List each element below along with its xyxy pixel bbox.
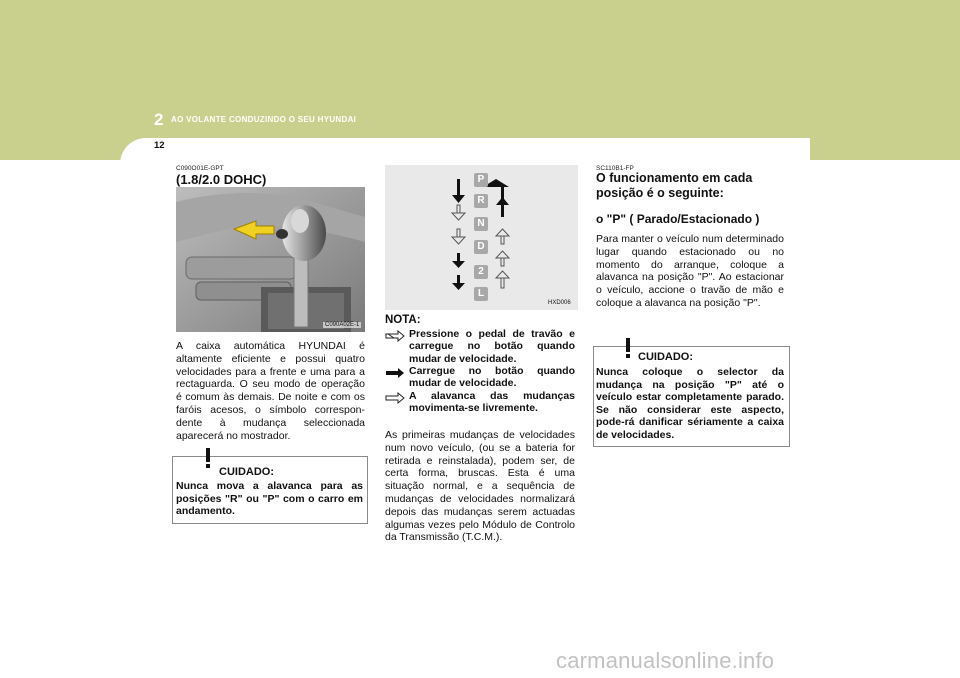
chapter-title: AO VOLANTE CONDUZINDO O SEU HYUNDAI (171, 115, 357, 124)
down-arrow-solid-icon (452, 179, 465, 203)
middle-paragraph: As primeiras mudanças de velocidades num novo veículo, (ou se a bateria for retirada e reinstalada), podem ser, de certa forma, bruscas. Esta é uma situação normal, e a sequência de mudanças de velocidades normalizará depois das mudanças serem actuadas algumas vezes pelo Módulo de Controlo da Transmissão (T.C.M.). (385, 429, 575, 544)
solid-arrow-icon (385, 367, 405, 379)
photo-code: C090A02E-1 (325, 322, 360, 328)
note-item-3: A alavanca das mudanças movimenta-se livremente. (409, 390, 575, 415)
caution-text-left: Nunca mova a alavanca para as posições "R" ou "P" com o carro em andamento. (176, 480, 363, 518)
outline-arrow-icon (385, 392, 405, 404)
gear-lever-photo (176, 187, 365, 332)
park-paragraph: Para manter o veículo num determinado lugar quando estacionado ou no momento do arranque, coloque a alavanca na posição "P". Ao estacionar o veículo, accione o travão de mão e coloque a alavanca na posição "P". (596, 233, 784, 309)
gear-n: N (474, 217, 488, 231)
engine-heading: (1.8/2.0 DOHC) (176, 172, 267, 187)
section-code-left: C090O01E-GPT (176, 165, 224, 172)
diagram-code: HXD006 (548, 300, 571, 306)
chapter-number: 2 (154, 110, 164, 129)
gear-l: L (474, 287, 488, 301)
caution-title-left: CUIDADO: (219, 466, 274, 478)
watermark: carmanualsonline.info (556, 648, 775, 673)
caution-text-right: Nunca coloque o selector da mudança na posição "P" até o veículo estar completamente parado. Se não considerar este aspecto, pode-rá danificar sériamente a caixa de velocidades. (596, 366, 784, 441)
note-item-2: Carregue no botão quando mudar de velocidade. (409, 365, 575, 390)
gear-r: R (474, 194, 488, 208)
gear-d: D (474, 240, 488, 254)
outline-arrow-press-icon (385, 330, 405, 342)
note-item-1: Pressione o pedal de travão e carregue no botão quando mudar de velocidade. (409, 328, 575, 365)
warning-icon (199, 447, 217, 469)
park-subheading: o "P" ( Parado/Estacionado ) (596, 212, 760, 226)
gear-2: 2 (474, 265, 488, 279)
intro-paragraph: A caixa automática HYUNDAI é altamente eficiente e possui quatro velocidades para a frente e uma para a rectaguarda. O seu modo de operação é comum às demais. De noite e com os faróis acesos, o símbolo correspon-dente à mudança seleccionada aparecerá no mostrador. (176, 340, 365, 442)
warning-icon (619, 337, 637, 359)
gear-p: P (474, 173, 488, 187)
section-code-right: SC110B1-FP (596, 165, 634, 172)
caution-title-right: CUIDADO: (638, 351, 693, 363)
gear-shift-diagram (385, 165, 578, 310)
note-title: NOTA: (385, 314, 421, 326)
operation-heading: O funcionamento em cada posição é o seguinte: (596, 171, 753, 200)
header-band (0, 0, 960, 160)
page-number: 12 (154, 140, 165, 151)
